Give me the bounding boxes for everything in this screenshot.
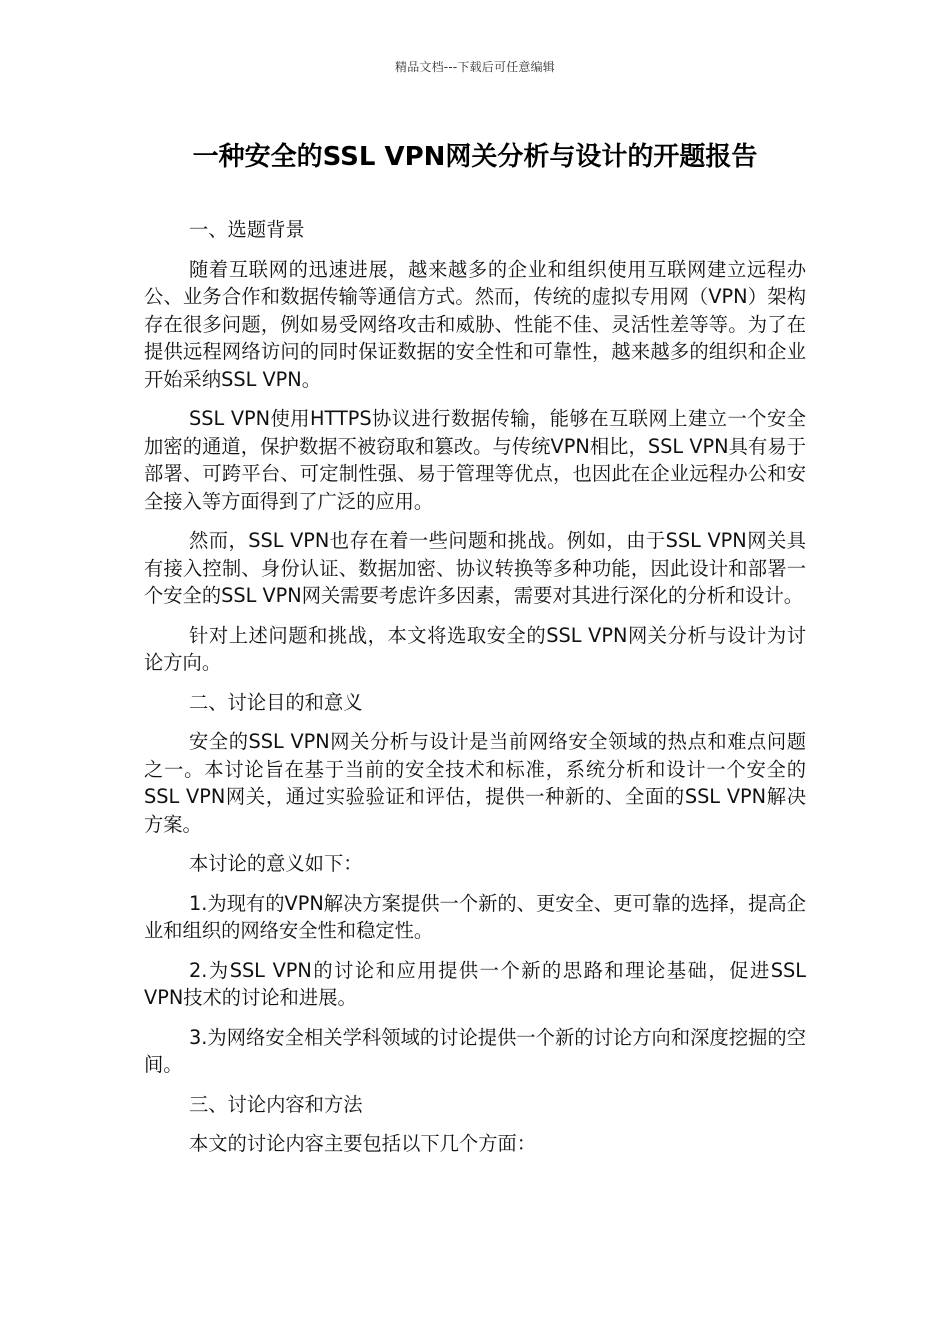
paragraph: 针对上述问题和挑战，本文将选取安全的SSL VPN网关分析与设计为讨论方向。: [144, 623, 806, 674]
paragraph: 本文的讨论内容主要包括以下几个方面：: [189, 1132, 537, 1155]
paragraph: SSL VPN使用HTTPS协议进行数据传输，能够在互联网上建立一个安全加密的通道，保护数据不被窃取和篡改。与传统VPN相比，SSL VPN具有易于部署、可跨平台、可定制性强、易于管理等优点，也因此在企业远程办公和安全接入等方面得到了广泛的应用。: [144, 407, 806, 513]
document-title: 一种安全的SSL VPN网关分析与设计的开题报告: [192, 142, 758, 172]
document-body: [144, 216, 806, 1170]
paragraph: 然而，SSL VPN也存在着一些问题和挑战。例如，由于SSL VPN网关具有接入控制、身份认证、数据加密、协议转换等多种功能，因此设计和部署一个安全的SSL VPN网关需要考虑许多因素，需要对其进行深化的分析和设计。: [144, 529, 806, 607]
paragraph: 安全的SSL VPN网关分析与设计是当前网络安全领域的热点和难点问题之一。本讨论旨在基于当前的安全技术和标准，系统分析和设计一个安全的SSL VPN网关，通过实验验证和评估，提供一种新的、全面的SSL VPN解决方案。: [144, 730, 806, 836]
section-heading-content-methods: 三、讨论内容和方法: [189, 1092, 363, 1116]
section-heading-purpose: 二、讨论目的和意义: [189, 690, 363, 714]
section-heading-background: 一、选题背景: [189, 218, 305, 241]
list-item: 3.为网络安全相关学科领域的讨论提供一个新的讨论方向和深度挖掘的空间。: [144, 1025, 806, 1076]
list-item: 2.为SSL VPN的讨论和应用提供一个新的思路和理论基础，促进SSL VPN技术的讨论和进展。: [144, 958, 806, 1009]
paragraph: 本讨论的意义如下：: [189, 852, 363, 875]
page-header-note: 精品文档---下载后可任意编辑: [395, 60, 555, 74]
paragraph: 随着互联网的迅速进展，越来越多的企业和组织使用互联网建立远程办公、业务合作和数据传输等通信方式。然而，传统的虚拟专用网（VPN）架构存在很多问题，例如易受网络攻击和威胁、性能不佳、灵活性差等等。为了在提供远程网络访问的同时保证数据的安全性和可靠性，越来越多的组织和企业开始采纳SSL VPN。: [144, 257, 806, 391]
list-item: 1.为现有的VPN解决方案提供一个新的、更安全、更可靠的选择，提高企业和组织的网络安全性和稳定性。: [144, 891, 806, 942]
